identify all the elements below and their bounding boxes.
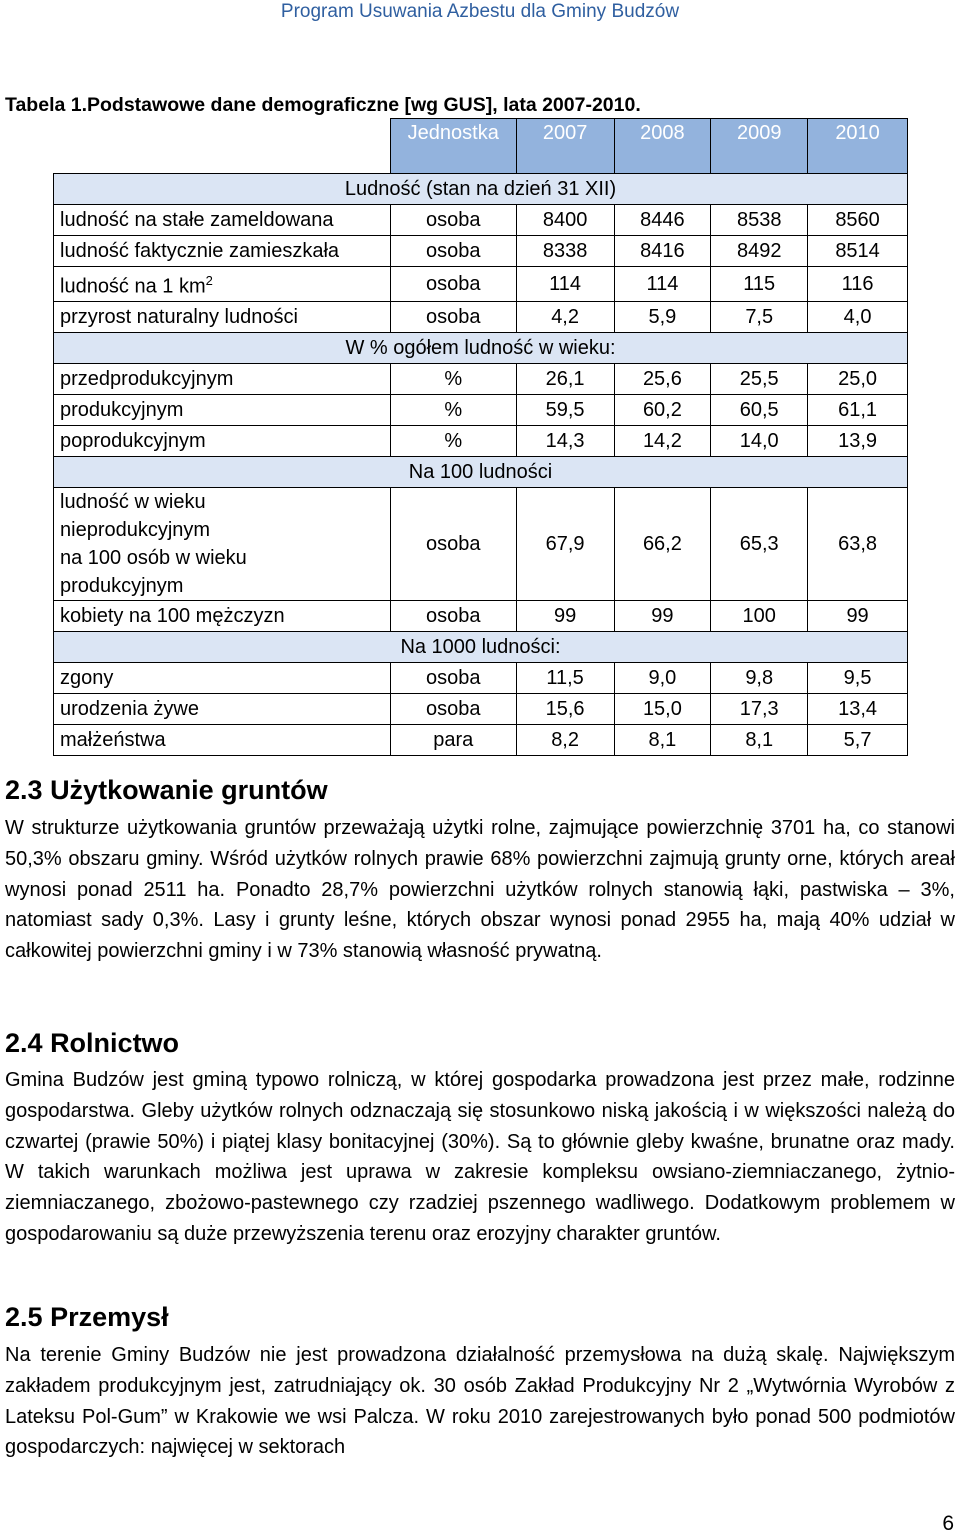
section-title: Użytkowanie gruntów bbox=[50, 775, 328, 805]
cell-value: 116 bbox=[808, 267, 908, 302]
cell-value: 5,9 bbox=[614, 301, 711, 332]
row-label-line: nieprodukcyjnym bbox=[60, 518, 211, 541]
row-label-line: produkcyjnym bbox=[60, 574, 184, 597]
cell-value: 9,0 bbox=[614, 662, 711, 693]
cell-value: 8492 bbox=[711, 236, 808, 267]
cell-value: 9,8 bbox=[711, 662, 808, 693]
cell-value: 59,5 bbox=[516, 394, 614, 425]
cell-value: 114 bbox=[614, 267, 711, 302]
row-unit: osoba bbox=[390, 662, 516, 693]
table-section-row bbox=[54, 174, 908, 205]
row-unit: osoba bbox=[390, 693, 516, 724]
cell-value: 9,5 bbox=[808, 662, 908, 693]
row-label: ludność faktycznie zamieszkała bbox=[54, 236, 391, 267]
cell-value: 25,5 bbox=[711, 363, 808, 394]
section-number: 2.5 bbox=[5, 1302, 43, 1332]
section-paragraph: Gmina Budzów jest gminą typowo rolniczą, w której gospodarka prowadzona jest przez małe, rodzinne gospodarstwa. Gleby użytków rolnych odznaczają się stosunkowo niską jakością i w większości należą do czwartej (prawie 50%) i piątej klasy bonitacyjnej (30%). Są to głównie gleby kwaśne, brunatne oraz mady. W takich warunkach możliwa jest uprawa w zakresie kompleksu owsiano-ziemniaczanego, żytnio-ziemniaczanego, zbożowo-pastewnego czy rzadziej pszennego wadliwego. Dodatkowym problemem w gospodarowaniu są duże przewyższenia terenu oraz erozyjny charakter gruntów. bbox=[5, 1069, 955, 1245]
cell-value: 60,5 bbox=[711, 394, 808, 425]
table-header-row bbox=[54, 119, 908, 174]
cell-value: 14,2 bbox=[614, 425, 711, 456]
section-title: Rolnictwo bbox=[50, 1028, 180, 1058]
column-header: 2010 bbox=[808, 119, 908, 174]
column-header: 2009 bbox=[711, 119, 808, 174]
row-unit: % bbox=[390, 425, 516, 456]
row-unit: osoba bbox=[390, 267, 516, 302]
cell-value: 7,5 bbox=[711, 301, 808, 332]
section-title: Przemysł bbox=[50, 1302, 169, 1332]
section-paragraph: W strukturze użytkowania gruntów przeważają użytki rolne, zajmujące powierzchnię 3701 ha, co stanowi 50,3% obszaru gminy. Wśród użytków rolnych prawie 68% powierzchni zajmują grunty orne, których areał wynosi ponad 2511 ha. Ponadto 28,7% powierzchni użytków rolnych stanowią łąki, pastwiska – 3%, natomiast sady 0,3%. Lasy i grunty leśne, których obszar wynosi ponad 2955 ha, mają 40% udział w całkowitej powierzchni gminy i w 73% stanowią własność prywatną. bbox=[5, 817, 955, 963]
row-unit: osoba bbox=[390, 600, 516, 631]
table-row bbox=[54, 363, 908, 394]
section-title: Na 100 ludności bbox=[54, 456, 908, 487]
cell-value: 11,5 bbox=[516, 662, 614, 693]
section-number: 2.3 bbox=[5, 775, 43, 805]
row-label: urodzenia żywe bbox=[54, 693, 391, 724]
cell-value: 8,1 bbox=[711, 724, 808, 755]
cell-value: 17,3 bbox=[711, 693, 808, 724]
row-label: przedprodukcyjnym bbox=[54, 363, 391, 394]
cell-value: 99 bbox=[614, 600, 711, 631]
cell-value: 100 bbox=[711, 600, 808, 631]
row-unit: osoba bbox=[390, 487, 516, 600]
cell-value: 4,0 bbox=[808, 301, 908, 332]
row-unit: osoba bbox=[390, 205, 516, 236]
cell-value: 99 bbox=[516, 600, 614, 631]
running-header: Program Usuwania Azbestu dla Gminy Budzów bbox=[280, 1, 680, 22]
row-label: zgony bbox=[54, 662, 391, 693]
row-label bbox=[54, 487, 391, 600]
cell-value: 115 bbox=[711, 267, 808, 302]
page-number: 6 bbox=[942, 1512, 954, 1535]
cell-value: 8416 bbox=[614, 236, 711, 267]
row-label: ludność na stałe zameldowana bbox=[54, 205, 391, 236]
table-row bbox=[54, 236, 908, 267]
table-row bbox=[54, 394, 908, 425]
row-label: kobiety na 100 mężczyzn bbox=[54, 600, 391, 631]
row-unit: osoba bbox=[390, 236, 516, 267]
cell-value: 14,0 bbox=[711, 425, 808, 456]
cell-value: 8560 bbox=[808, 205, 908, 236]
cell-value: 8338 bbox=[516, 236, 614, 267]
section-paragraph: Na terenie Gminy Budzów nie jest prowadzona działalność przemysłowa na dużą skalę. Największym zakładem produkcyjnym jest, zatrudniający ok. 30 osób Zakład Produkcyjny Nr 2 „Wytwórnia Wyrobów z Lateksu Pol-Gum” w Krakowie we wsi Palcza. W roku 2010 zarejestrowanych było ponad 500 podmiotów gospodarczych: najwięcej w sektorach bbox=[5, 1344, 955, 1459]
cell-value: 13,9 bbox=[808, 425, 908, 456]
cell-value: 8538 bbox=[711, 205, 808, 236]
row-label bbox=[54, 267, 391, 302]
column-header: 2008 bbox=[614, 119, 711, 174]
table-row bbox=[54, 693, 908, 724]
table-row bbox=[54, 662, 908, 693]
row-unit: % bbox=[390, 394, 516, 425]
superscript: 2 bbox=[205, 273, 213, 288]
table-header-corner bbox=[54, 119, 391, 174]
row-label-text: ludność na 1 km bbox=[60, 275, 206, 298]
table-row bbox=[54, 425, 908, 456]
cell-value: 8514 bbox=[808, 236, 908, 267]
cell-value: 15,6 bbox=[516, 693, 614, 724]
row-label-line: ludność w wieku bbox=[60, 490, 206, 513]
cell-value: 8,2 bbox=[516, 724, 614, 755]
cell-value: 8400 bbox=[516, 205, 614, 236]
table-row bbox=[54, 724, 908, 755]
section-heading bbox=[5, 1302, 169, 1333]
section-heading bbox=[5, 1028, 179, 1059]
table-row bbox=[54, 205, 908, 236]
row-unit: para bbox=[390, 724, 516, 755]
cell-value: 8446 bbox=[614, 205, 711, 236]
cell-value: 14,3 bbox=[516, 425, 614, 456]
row-unit: osoba bbox=[390, 301, 516, 332]
cell-value: 61,1 bbox=[808, 394, 908, 425]
section-heading bbox=[5, 775, 328, 806]
cell-value: 5,7 bbox=[808, 724, 908, 755]
table-section-row bbox=[54, 456, 908, 487]
cell-value: 99 bbox=[808, 600, 908, 631]
row-label: produkcyjnym bbox=[54, 394, 391, 425]
cell-value: 65,3 bbox=[711, 487, 808, 600]
row-unit: % bbox=[390, 363, 516, 394]
table-row bbox=[54, 301, 908, 332]
cell-value: 63,8 bbox=[808, 487, 908, 600]
cell-value: 25,6 bbox=[614, 363, 711, 394]
cell-value: 66,2 bbox=[614, 487, 711, 600]
cell-value: 25,0 bbox=[808, 363, 908, 394]
table-caption: Tabela 1.Podstawowe dane demograficzne [wg GUS], lata 2007-2010. bbox=[5, 94, 641, 116]
section-number: 2.4 bbox=[5, 1028, 43, 1058]
section-title: Ludność (stan na dzień 31 XII) bbox=[54, 174, 908, 205]
table-row bbox=[54, 600, 908, 631]
table-row bbox=[54, 267, 908, 302]
column-header: 2007 bbox=[516, 119, 614, 174]
column-header: Jednostka bbox=[390, 119, 516, 174]
demographics-table bbox=[53, 118, 908, 756]
row-label: poprodukcyjnym bbox=[54, 425, 391, 456]
cell-value: 15,0 bbox=[614, 693, 711, 724]
row-label-line: na 100 osób w wieku bbox=[60, 546, 247, 569]
section-title: Na 1000 ludności: bbox=[54, 631, 908, 662]
table-section-row bbox=[54, 631, 908, 662]
cell-value: 114 bbox=[516, 267, 614, 302]
cell-value: 67,9 bbox=[516, 487, 614, 600]
cell-value: 8,1 bbox=[614, 724, 711, 755]
row-label: małżeństwa bbox=[54, 724, 391, 755]
table-section-row bbox=[54, 332, 908, 363]
cell-value: 4,2 bbox=[516, 301, 614, 332]
cell-value: 26,1 bbox=[516, 363, 614, 394]
cell-value: 60,2 bbox=[614, 394, 711, 425]
row-label: przyrost naturalny ludności bbox=[54, 301, 391, 332]
cell-value: 13,4 bbox=[808, 693, 908, 724]
table-row bbox=[54, 487, 908, 600]
section-title: W % ogółem ludność w wieku: bbox=[54, 332, 908, 363]
